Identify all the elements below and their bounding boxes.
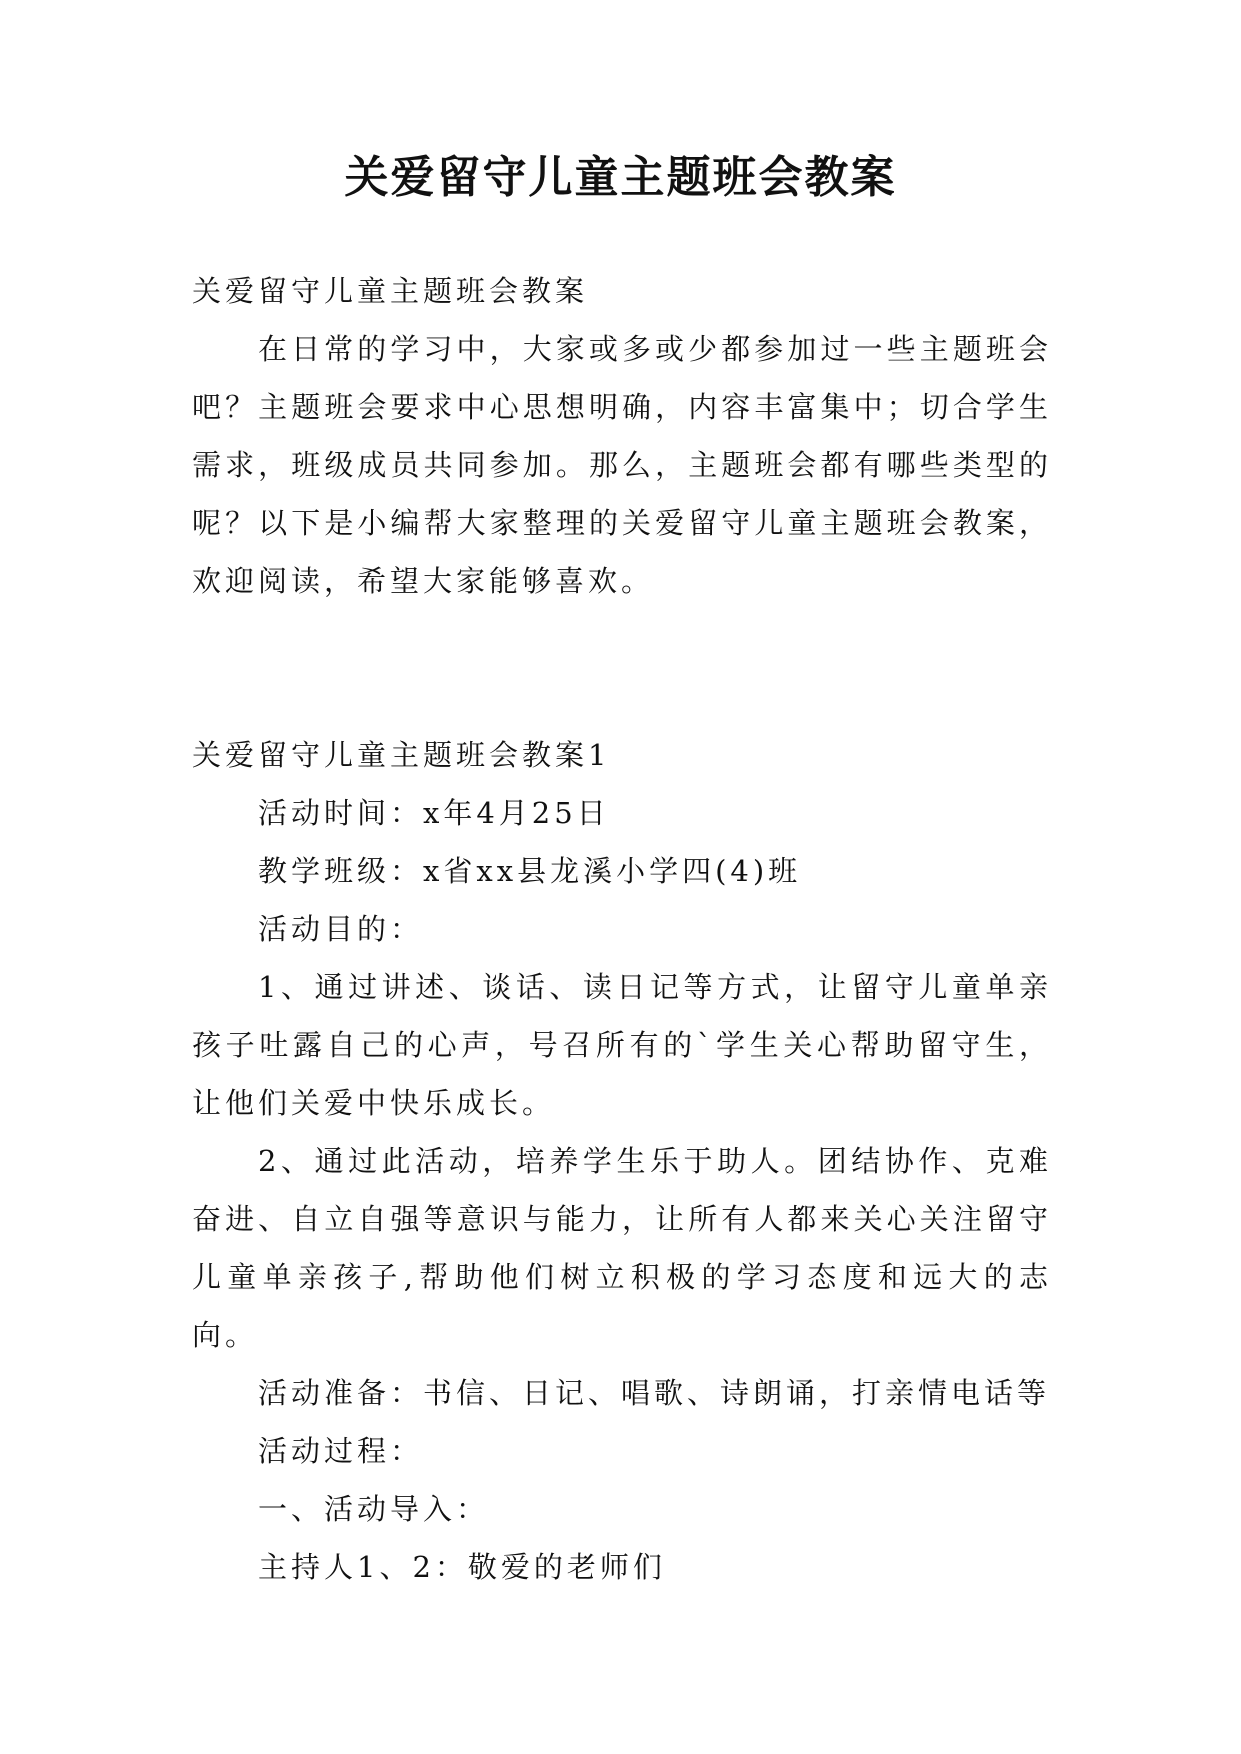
- goal-item-1: 1、通过讲述、谈话、读日记等方式，让留守儿童单亲孩子吐露自己的心声，号召所有的`学生关心帮助留守生，让他们关爱中快乐成长。: [192, 970, 1052, 1120]
- goal-item-2: 2、通过此活动，培养学生乐于助人。团结协作、克难奋进、自立自强等意识与能力，让所有人都来关心关注留守儿童单亲孩子,帮助他们树立积极的学习态度和远大的志向。: [192, 1144, 1052, 1352]
- process-step-1: 一、活动导入：: [258, 1492, 490, 1526]
- activity-goal-label: 活动目的：: [258, 912, 424, 946]
- host-line: 主持人1、2：敬爱的老师们: [258, 1550, 666, 1584]
- section-heading: 关爱留守儿童主题班会教案1: [192, 738, 611, 772]
- teaching-class: 教学班级：x省xx县龙溪小学四(4)班: [258, 854, 802, 888]
- activity-process-label: 活动过程：: [258, 1434, 424, 1468]
- activity-preparation: 活动准备：书信、日记、唱歌、诗朗诵，打亲情电话等: [258, 1376, 1051, 1410]
- intro-paragraph: 在日常的学习中，大家或多或少都参加过一些主题班会吧？主题班会要求中心思想明确，内容丰富集中；切合学生需求，班级成员共同参加。那么，主题班会都有哪些类型的呢？以下是小编帮大家整理的关爱留守儿童主题班会教案，欢迎阅读，希望大家能够喜欢。: [192, 332, 1052, 598]
- document-title: 关爱留守儿童主题班会教案: [344, 152, 897, 203]
- section-gap: [192, 610, 1052, 726]
- activity-time: 活动时间：x年4月25日: [258, 796, 610, 830]
- subtitle: 关爱留守儿童主题班会教案: [192, 274, 589, 308]
- document-body: [192, 262, 1052, 1596]
